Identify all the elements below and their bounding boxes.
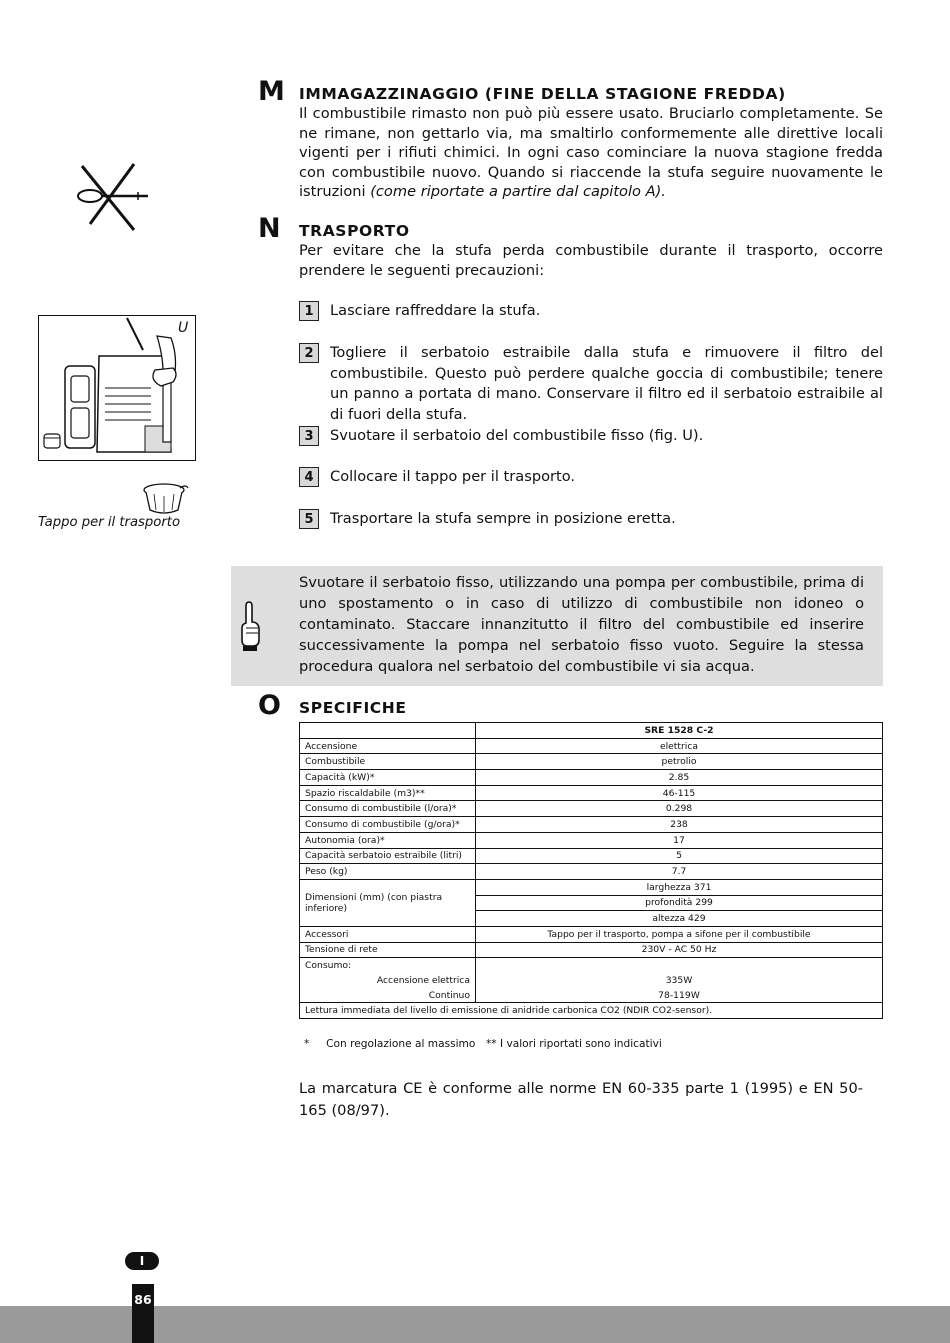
- row-value: 238: [476, 817, 883, 833]
- step-3: [299, 426, 883, 448]
- footnote-max: * Con regolazione al massimo: [304, 1038, 476, 1050]
- table-row: [300, 879, 883, 895]
- consumption-item-value: 335W: [476, 973, 883, 988]
- table-row: [300, 1003, 883, 1019]
- row-value: petrolio: [476, 754, 883, 770]
- row-value: 230V - AC 50 Hz: [476, 942, 883, 958]
- consumption-item-value: 78-119W: [476, 988, 883, 1003]
- row-label: Capacità serbatoio estraibile (litri): [300, 848, 476, 864]
- dimension-value: profondità 299: [476, 895, 883, 911]
- ce-marking-text: La marcatura CE è conforme alle norme EN 60-335 parte 1 (1995) e EN 50-165 (08/97).: [299, 1080, 863, 1119]
- table-row: [300, 926, 883, 942]
- table-header-row: [300, 723, 883, 739]
- no-screwdriver-icon: [72, 160, 152, 232]
- table-row: [300, 988, 883, 1003]
- storage-text: Il combustibile rimasto non può più essere usato. Bruciarlo completamente. Se ne rimane, non gettarlo via, ma smaltirlo conformemente alle direttive locali vigenti per i rifiuti chimici. In ogni caso cominciare la nuova stagione fredda con combustibile nuovo. Quando si riaccende la stufa seguire nuovamente le istruzioni: [299, 105, 883, 200]
- table-row: [300, 942, 883, 958]
- row-label: Autonomia (ora)*: [300, 832, 476, 848]
- co2-sensor-note: Lettura immediata del livello di emissione di anidride carbonica CO2 (NDIR CO2-sensor).: [300, 1003, 883, 1019]
- table-row: [300, 864, 883, 880]
- section-letter-n: N: [258, 213, 281, 244]
- table-row: [300, 738, 883, 754]
- row-label: Combustibile: [300, 754, 476, 770]
- step-1: [299, 301, 883, 323]
- step-number: 1: [299, 301, 319, 321]
- step-text: Lasciare raffreddare la stufa.: [330, 302, 541, 319]
- specifications-table: [299, 722, 883, 1019]
- step-text: Collocare il tappo per il trasporto.: [330, 468, 576, 485]
- row-label: Consumo di combustibile (g/ora)*: [300, 817, 476, 833]
- row-value: 7.7: [476, 864, 883, 880]
- table-row: [300, 832, 883, 848]
- table-cell: [300, 723, 476, 739]
- row-value: 17: [476, 832, 883, 848]
- row-value: Tappo per il trasporto, pompa a sifone per il combustibile: [476, 926, 883, 942]
- row-label: Spazio riscaldabile (m3)**: [300, 785, 476, 801]
- consumption-label: Consumo:: [300, 958, 476, 973]
- model-name: SRE 1528 C-2: [476, 723, 883, 739]
- section-letter-m: M: [258, 76, 285, 107]
- language-badge: I: [125, 1252, 159, 1270]
- storage-text-italic: (come riportate a partire dal capitolo A).: [370, 183, 666, 200]
- table-cell: [476, 958, 883, 973]
- footnote-indicative: ** I valori riportati sono indicativi: [486, 1038, 662, 1050]
- step-2: [299, 343, 883, 423]
- table-row: [300, 801, 883, 817]
- table-row: [300, 958, 883, 973]
- step-text: Svuotare il serbatoio del combustibile fisso (fig. U).: [330, 427, 704, 444]
- figure-u: [38, 315, 196, 461]
- transport-cap-caption: Tappo per il trasporto: [38, 515, 181, 530]
- consumption-item-label: Accensione elettrica: [300, 973, 476, 988]
- step-4: [299, 467, 883, 489]
- step-text: Togliere il serbatoio estraibile dalla stufa e rimuovere il filtro del combustibile. Questo può perdere qualche goccia di combustibile; tenere un panno a portata di mano. Conservare il filtro ed il serbatoio estraibile al di fuori della stufa.: [330, 344, 883, 423]
- transport-cap-icon: [140, 480, 190, 516]
- section-heading-storage: IMMAGAZZINAGGIO (FINE DELLA STAGIONE FREDDA): [299, 85, 786, 103]
- page-number: 86: [134, 1292, 152, 1307]
- warning-note-text: Svuotare il serbatoio fisso, utilizzando una pompa per combustibile, prima di uno spostamento o in caso di utilizzo di combustibile non idoneo o contaminato. Staccare innanzitutto il filtro del combustibile ed inserire successivamente la pompa nel serbatoio fisso vuoto. Seguire la stessa procedura qualora nel serbatoio del combustibile vi sia acqua.: [299, 574, 864, 675]
- row-value: 46-115: [476, 785, 883, 801]
- row-value: 5: [476, 848, 883, 864]
- dimension-value: altezza 429: [476, 911, 883, 927]
- row-value: 0.298: [476, 801, 883, 817]
- dimensions-label: Dimensioni (mm) (con piastra inferiore): [300, 879, 476, 926]
- transport-intro: Per evitare che la stufa perda combustibile durante il trasporto, occorre prendere le seguenti precauzioni:: [299, 242, 883, 279]
- row-label: Consumo di combustibile (l/ora)*: [300, 801, 476, 817]
- storage-paragraph: [299, 104, 883, 202]
- step-text: Trasportare la stufa sempre in posizione eretta.: [330, 510, 676, 527]
- row-label: Capacità (kW)*: [300, 770, 476, 786]
- row-label: Peso (kg): [300, 864, 476, 880]
- row-label: Tensione di rete: [300, 942, 476, 958]
- dimension-value: larghezza 371: [476, 879, 883, 895]
- table-row: [300, 770, 883, 786]
- step-number: 3: [299, 426, 319, 446]
- step-number: 5: [299, 509, 319, 529]
- section-heading-specs: SPECIFICHE: [299, 699, 407, 717]
- step-number: 2: [299, 343, 319, 363]
- stove-pump-illustration: [39, 316, 194, 459]
- step-5: [299, 509, 883, 531]
- figure-u-label: U: [178, 320, 189, 336]
- table-row: [300, 785, 883, 801]
- table-row: [300, 973, 883, 988]
- section-letter-o: O: [258, 690, 281, 721]
- step-number: 4: [299, 467, 319, 487]
- row-value: 2.85: [476, 770, 883, 786]
- row-label: Accensione: [300, 738, 476, 754]
- row-label: Accessori: [300, 926, 476, 942]
- table-row: [300, 817, 883, 833]
- table-row: [300, 848, 883, 864]
- consumption-item-label: Continuo: [300, 988, 476, 1003]
- table-row: [300, 754, 883, 770]
- row-value: elettrica: [476, 738, 883, 754]
- pointing-hand-icon: [238, 600, 262, 652]
- section-heading-transport: TRASPORTO: [299, 222, 410, 240]
